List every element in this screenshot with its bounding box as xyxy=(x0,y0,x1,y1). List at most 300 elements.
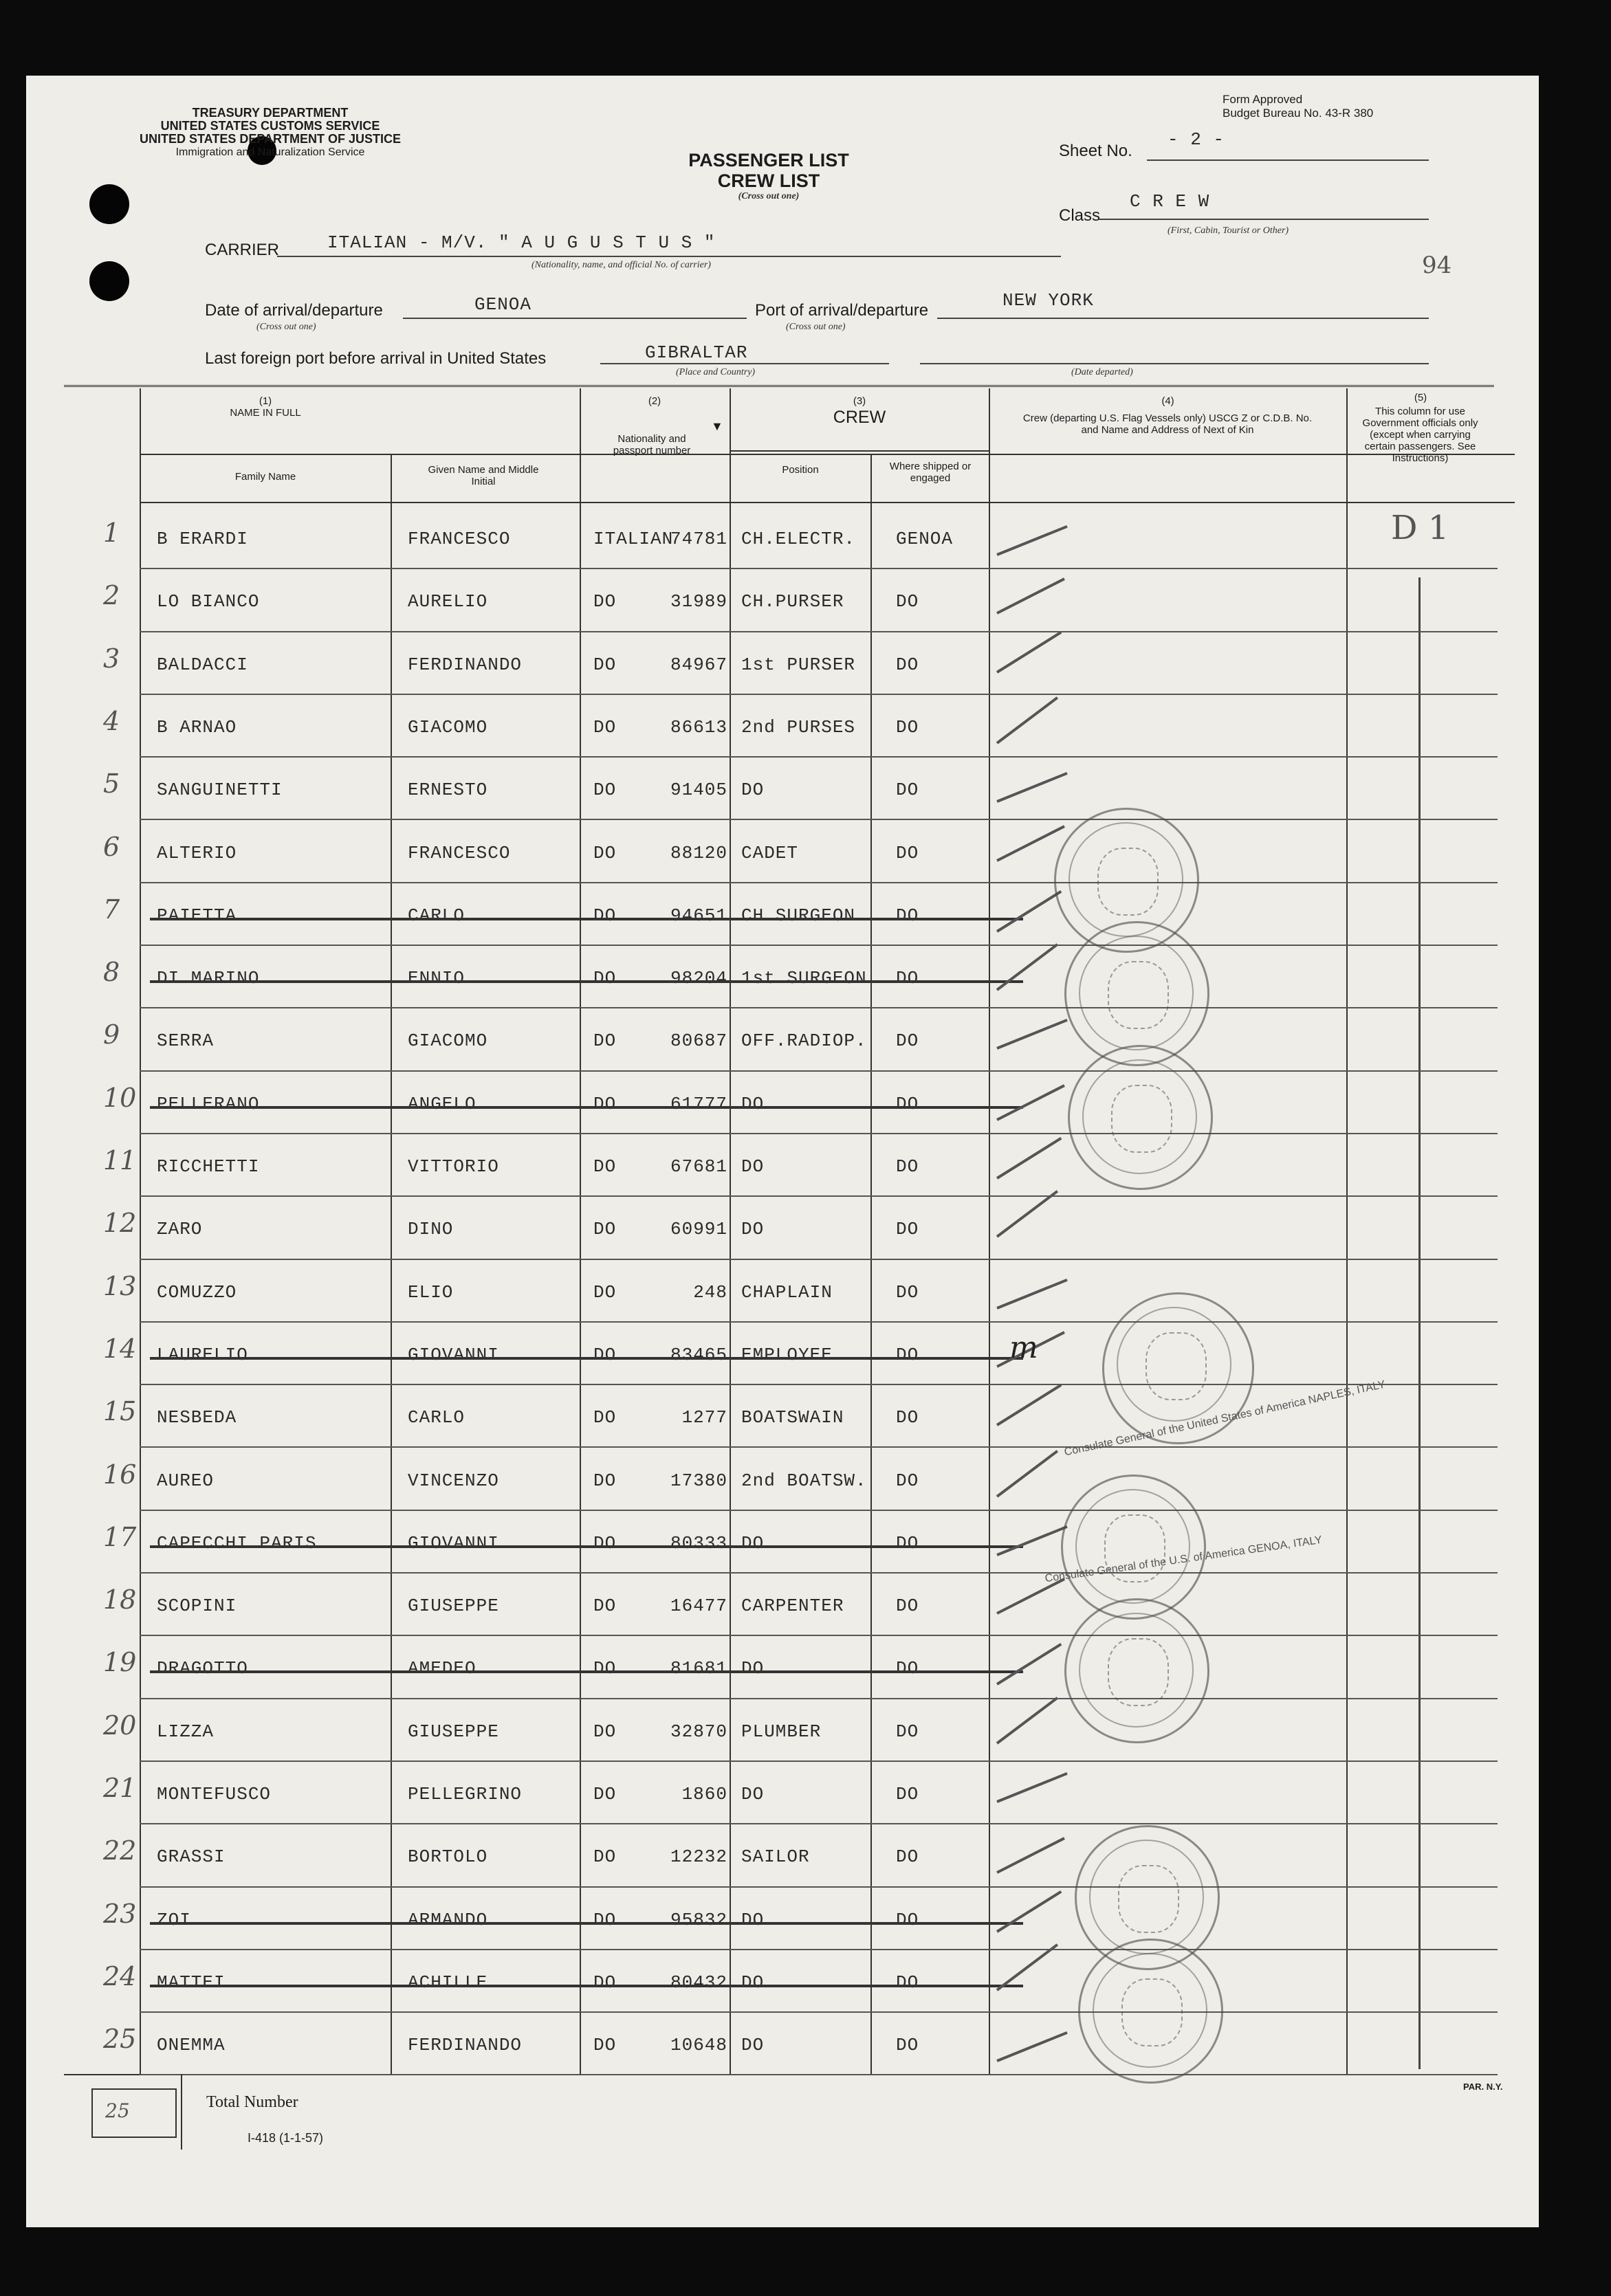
row-number: 4 xyxy=(103,705,120,736)
table-row xyxy=(26,694,1539,756)
cell-family: ZOI xyxy=(157,1909,191,1930)
check-mark-icon xyxy=(996,1943,1058,1991)
cell-passport: 10648 xyxy=(670,2035,727,2056)
cell-shipped: DO xyxy=(896,1093,919,1114)
check-mark-icon xyxy=(996,631,1062,674)
cell-position: OFF.RADIOP. xyxy=(741,1030,867,1052)
row-number: 24 xyxy=(103,1961,137,1991)
total-value: 25 xyxy=(105,2099,130,2122)
cell-family: SERRA xyxy=(157,1030,215,1052)
cell-position: DO xyxy=(741,1972,765,1993)
sheet-label: Sheet No. xyxy=(1059,142,1132,160)
stamp-text: Consulate General of the U.S. of America GENOA, ITALY xyxy=(1044,1534,1323,1585)
cell-passport: 32870 xyxy=(670,1721,727,1742)
cell-shipped: DO xyxy=(896,716,919,738)
carrier-label: CARRIER xyxy=(205,241,280,259)
class-label: Class xyxy=(1059,206,1101,225)
col3-title: CREW xyxy=(833,408,886,427)
cell-given: GIUSEPPE xyxy=(408,1721,499,1742)
cell-given: ELIO xyxy=(408,1281,454,1303)
eagle-seal-icon xyxy=(1108,1638,1169,1706)
cell-passport: 94651 xyxy=(670,905,727,926)
cell-position: BOATSWAIN xyxy=(741,1407,844,1428)
check-mark-icon xyxy=(996,1450,1058,1497)
dept-line: TREASURY DEPARTMENT xyxy=(192,106,349,120)
row-number: 23 xyxy=(103,1898,137,1929)
cell-family: NESBEDA xyxy=(157,1407,237,1428)
cell-nat: DO xyxy=(593,716,617,738)
eagle-seal-icon xyxy=(1111,1085,1172,1153)
list-title-note: (Cross out one) xyxy=(738,191,800,201)
consulate-stamp xyxy=(1064,1598,1209,1743)
check-mark-icon xyxy=(996,1837,1065,1875)
cell-shipped: DO xyxy=(896,1407,919,1428)
col1-number: (1) xyxy=(259,395,272,407)
cell-position: SAILOR xyxy=(741,1846,810,1868)
cell-passport: 60991 xyxy=(670,1219,727,1240)
row-rule xyxy=(140,2074,1498,2075)
cell-shipped: DO xyxy=(896,1532,919,1554)
cell-shipped: DO xyxy=(896,842,919,863)
check-mark-icon xyxy=(996,1525,1067,1556)
cell-family: LIZZA xyxy=(157,1721,215,1742)
col4-number: (4) xyxy=(1161,395,1174,407)
row-number: 8 xyxy=(103,957,120,988)
footer-rule xyxy=(181,2074,182,2150)
cell-given: BORTOLO xyxy=(408,1846,488,1868)
row-number: 18 xyxy=(103,1585,137,1615)
cell-given: VINCENZO xyxy=(408,1470,499,1491)
cell-passport: 16477 xyxy=(670,1596,727,1617)
cell-family: B ERARDI xyxy=(157,529,248,549)
table-row xyxy=(26,1635,1539,1697)
table-row xyxy=(26,1823,1539,1886)
carrier-value: ITALIAN - M/V. " A U G U S T U S " xyxy=(327,232,716,253)
cell-shipped: DO xyxy=(896,1596,919,1617)
cell-passport: 98204 xyxy=(670,968,727,989)
last-port-value: GIBRALTAR xyxy=(645,342,748,363)
table-row xyxy=(26,1195,1539,1258)
row-number: 19 xyxy=(103,1647,137,1678)
check-mark-icon xyxy=(996,525,1067,556)
cell-passport: 1277 xyxy=(681,1407,727,1428)
cell-passport: 61777 xyxy=(670,1093,727,1114)
cell-passport: 86613 xyxy=(670,716,727,738)
cell-nat: DO xyxy=(593,1909,617,1930)
arrow-down-icon: ▼ xyxy=(711,419,723,433)
cell-family: GRASSI xyxy=(157,1846,226,1868)
eagle-seal-icon xyxy=(1146,1332,1207,1400)
cell-passport: 84967 xyxy=(670,654,727,675)
sheet-value: - 2 - xyxy=(1168,129,1225,150)
where-shipped-header: Where shipped or engaged xyxy=(889,461,972,484)
row-number: 17 xyxy=(103,1521,137,1552)
cell-position: 2nd PURSES xyxy=(741,716,856,738)
cell-position: DO xyxy=(741,1156,765,1177)
strike-through-line xyxy=(150,1357,1023,1360)
cell-position: CARPENTER xyxy=(741,1596,844,1617)
class-value: C R E W xyxy=(1130,191,1210,212)
cell-given: ENNIO xyxy=(408,968,465,989)
cell-shipped: DO xyxy=(896,1909,919,1930)
strike-through-line xyxy=(150,1106,1023,1109)
punch-hole xyxy=(89,261,129,301)
cell-family: LO BIANCO xyxy=(157,591,260,612)
last-port-line xyxy=(600,363,889,364)
cell-position: DO xyxy=(741,1658,765,1679)
check-mark-icon xyxy=(996,772,1067,803)
table-row xyxy=(26,1070,1539,1133)
carrier-note: (Nationality, name, and official No. of carrier) xyxy=(531,260,711,270)
port-value: NEW YORK xyxy=(1002,290,1094,311)
check-mark-icon xyxy=(996,825,1065,862)
cell-family: LAURELIO xyxy=(157,1344,248,1365)
cell-shipped: DO xyxy=(896,591,919,612)
cell-nat: DO xyxy=(593,1344,617,1365)
cell-shipped: DO xyxy=(896,1658,919,1679)
cell-passport: 83465 xyxy=(670,1344,727,1365)
cell-shipped: DO xyxy=(896,654,919,675)
eagle-seal-icon xyxy=(1108,961,1169,1029)
cell-given: FERDINANDO xyxy=(408,654,523,675)
cell-family: CAPECCHI PARIS xyxy=(157,1532,317,1554)
cell-nat: DO xyxy=(593,1846,617,1868)
cell-family: ONEMMA xyxy=(157,2035,226,2056)
cell-given: ARMANDO xyxy=(408,1909,488,1930)
list-title xyxy=(666,150,872,202)
cell-passport: 17380 xyxy=(670,1470,727,1491)
dept-line: UNITED STATES CUSTOMS SERVICE xyxy=(160,119,380,133)
row-number: 15 xyxy=(103,1396,137,1427)
strike-through-line xyxy=(150,980,1023,983)
date-departed-line xyxy=(920,363,1429,364)
cell-given: PELLEGRINO xyxy=(408,1784,523,1804)
col5-title: This column for use Government officials only (except when carrying certain passengers. See Instructions) xyxy=(1362,406,1478,464)
cell-nat: DO xyxy=(593,1281,617,1303)
table-row xyxy=(26,1949,1539,2011)
cell-position: 1st SURGEON xyxy=(741,968,867,989)
date-departed-note: (Date departed) xyxy=(1071,367,1133,377)
cell-passport: 31989 xyxy=(670,591,727,612)
crew-list-title: CREW LIST xyxy=(717,170,820,191)
cell-position: EMPLOYEE xyxy=(741,1344,833,1365)
table-row xyxy=(26,1886,1539,1949)
row-number: 11 xyxy=(103,1145,137,1175)
page-number: 94 xyxy=(1422,252,1452,279)
row-number: 3 xyxy=(103,643,120,674)
form-number: I-418 (1-1-57) xyxy=(248,2131,324,2145)
row-number: 13 xyxy=(103,1270,137,1301)
department-block xyxy=(140,107,401,159)
port-label: Port of arrival/departure xyxy=(755,301,929,320)
cell-shipped: DO xyxy=(896,1470,919,1491)
port-note: (Cross out one) xyxy=(786,322,846,332)
table-row xyxy=(26,505,1539,568)
cell-position: CH.ELECTR. xyxy=(741,529,856,549)
cell-position: DO xyxy=(741,1909,765,1930)
dept-line: Immigration and Naturalization Service xyxy=(175,146,365,158)
cell-given: GIUSEPPE xyxy=(408,1596,499,1617)
cell-family: PAIETTA xyxy=(157,905,237,926)
table-row xyxy=(26,2011,1539,2074)
table-row xyxy=(26,1572,1539,1635)
given-name-header: Given Name and Middle Initial xyxy=(428,464,539,487)
cell-family: MATTEI xyxy=(157,1972,226,1993)
position-header: Position xyxy=(782,464,819,476)
date-line xyxy=(403,318,747,319)
table-row xyxy=(26,1007,1539,1070)
consulate-stamp xyxy=(1078,1939,1223,2084)
cell-given: FRANCESCO xyxy=(408,529,511,549)
stamp-text: Consulate General of the United States of America NAPLES, ITALY xyxy=(1063,1378,1387,1459)
printer-mark: PAR. N.Y. xyxy=(1463,2082,1503,2092)
check-mark-icon xyxy=(996,1772,1067,1803)
cell-position: 2nd BOATSW. xyxy=(741,1470,867,1491)
cell-shipped: DO xyxy=(896,1344,919,1365)
cell-nat: DO xyxy=(593,1596,617,1617)
table-row xyxy=(26,1760,1539,1823)
cell-shipped: DO xyxy=(896,2035,919,2056)
cell-family: PELLERANO xyxy=(157,1093,260,1114)
cell-shipped: DO xyxy=(896,1030,919,1052)
cell-given: AMEDEO xyxy=(408,1658,476,1679)
row-number: 25 xyxy=(103,2024,137,2055)
cell-nat: ITALIAN xyxy=(593,529,674,549)
cell-family: MONTEFUSCO xyxy=(157,1784,272,1804)
cell-nat: DO xyxy=(593,1532,617,1554)
cell-nat: DO xyxy=(593,1721,617,1742)
cell-given: CARLO xyxy=(408,1407,465,1428)
cell-nat: DO xyxy=(593,1470,617,1491)
col3-number: (3) xyxy=(853,395,866,407)
check-mark-icon xyxy=(996,1279,1067,1310)
cell-position: CADET xyxy=(741,842,799,863)
cell-nat: DO xyxy=(593,780,617,801)
check-mark-icon xyxy=(996,1384,1062,1426)
class-line xyxy=(1099,219,1429,220)
cell-family: BALDACCI xyxy=(157,654,248,675)
col3-header xyxy=(732,395,987,428)
last-port-note: (Place and Country) xyxy=(676,367,756,377)
table-row xyxy=(26,1447,1539,1510)
cell-given: GIACOMO xyxy=(408,1030,488,1052)
table-row xyxy=(26,1133,1539,1195)
cell-nat: DO xyxy=(593,1972,617,1993)
check-mark-icon xyxy=(996,1697,1058,1744)
table-row xyxy=(26,882,1539,945)
cell-nat: DO xyxy=(593,654,617,675)
cell-passport: 95832 xyxy=(670,1909,727,1930)
cell-shipped: DO xyxy=(896,1784,919,1804)
sheet-line xyxy=(1147,159,1429,161)
row-number: 20 xyxy=(103,1710,137,1741)
cell-nat: DO xyxy=(593,1658,617,1679)
check-mark-icon xyxy=(996,696,1058,744)
table-row xyxy=(26,568,1539,630)
cell-shipped: DO xyxy=(896,780,919,801)
check-mark-icon xyxy=(996,943,1058,991)
strike-through-line xyxy=(150,1922,1023,1925)
cell-given: FRANCESCO xyxy=(408,842,511,863)
subheader-rule xyxy=(140,454,1515,455)
table-row xyxy=(26,819,1539,882)
cell-shipped: DO xyxy=(896,1156,919,1177)
cell-family: SANGUINETTI xyxy=(157,780,283,801)
cell-family: AUREO xyxy=(157,1470,215,1491)
cell-family: COMUZZO xyxy=(157,1281,237,1303)
cell-nat: DO xyxy=(593,1093,617,1114)
cell-given: AURELIO xyxy=(408,591,488,612)
cell-nat: DO xyxy=(593,842,617,863)
cell-family: SCOPINI xyxy=(157,1596,237,1617)
punch-hole xyxy=(89,184,129,224)
total-box xyxy=(91,2088,177,2138)
cell-nat: DO xyxy=(593,2035,617,2056)
check-mark-icon xyxy=(996,890,1062,933)
cell-passport: 91405 xyxy=(670,780,727,801)
cell-position: DO xyxy=(741,1219,765,1240)
row-number: 2 xyxy=(103,580,120,611)
strike-through-line xyxy=(150,1545,1023,1548)
cell-position: CH.SURGEON xyxy=(741,905,856,926)
cell-passport: 1860 xyxy=(681,1784,727,1804)
cell-passport: 12232 xyxy=(670,1846,727,1868)
cell-nat: DO xyxy=(593,1030,617,1052)
cell-shipped: GENOA xyxy=(896,529,954,549)
cell-nat: DO xyxy=(593,905,617,926)
cell-family: DI MARINO xyxy=(157,968,260,989)
cell-family: RICCHETTI xyxy=(157,1156,260,1177)
header-bottom-rule xyxy=(140,502,1515,503)
cell-shipped: DO xyxy=(896,1846,919,1868)
port-line xyxy=(937,318,1429,319)
cell-position: DO xyxy=(741,1784,765,1804)
check-mark-icon xyxy=(996,1019,1067,1050)
row-number: 16 xyxy=(103,1459,137,1490)
strike-through-line xyxy=(150,918,1023,920)
cell-position: 1st PURSER xyxy=(741,654,856,675)
form-approved-label: Form Approved xyxy=(1223,93,1303,106)
cell-shipped: DO xyxy=(896,905,919,926)
cell-shipped: DO xyxy=(896,1972,919,1993)
cell-given: GIACOMO xyxy=(408,716,488,738)
cell-given: GIOVANNI xyxy=(408,1532,499,1554)
check-mark-icon xyxy=(996,1137,1062,1180)
table-row xyxy=(26,1321,1539,1384)
cell-passport: 88120 xyxy=(670,842,727,863)
class-note: (First, Cabin, Tourist or Other) xyxy=(1168,225,1289,236)
cell-passport: 80687 xyxy=(670,1030,727,1052)
cell-position: DO xyxy=(741,780,765,801)
cell-position: CH.PURSER xyxy=(741,591,844,612)
col4-title: Crew (departing U.S. Flag Vessels only) USCG Z or C.D.B. No. and Name and Address of Next of Kin xyxy=(1022,412,1313,436)
strike-through-line xyxy=(150,1670,1023,1673)
eagle-seal-icon xyxy=(1097,848,1159,916)
cell-family: DRAGOTTO xyxy=(157,1658,248,1679)
official-annotation: D 1 xyxy=(1391,509,1449,547)
check-mark-icon xyxy=(996,1643,1062,1686)
row-number: 5 xyxy=(103,769,120,799)
cell-given: VITTORIO xyxy=(408,1156,499,1177)
cell-family: ALTERIO xyxy=(157,842,237,863)
col2-title: Nationality and passport number xyxy=(613,433,691,456)
col1-title: NAME IN FULL xyxy=(230,407,301,419)
form-approved xyxy=(1223,93,1373,120)
cell-given: ANGELO xyxy=(408,1093,476,1114)
passenger-list-title: PASSENGER LIST xyxy=(688,150,849,170)
check-mark-icon xyxy=(996,578,1065,615)
date-value: GENOA xyxy=(474,294,532,315)
row-number: 1 xyxy=(103,518,120,548)
cell-nat: DO xyxy=(593,591,617,612)
crew-list-form xyxy=(26,76,1539,2227)
cell-given: ACHILLE xyxy=(408,1972,488,1993)
carrier-line xyxy=(277,256,1061,257)
cell-shipped: DO xyxy=(896,1721,919,1742)
row-number: 21 xyxy=(103,1773,137,1803)
row-number: 22 xyxy=(103,1835,137,1866)
strike-through-line xyxy=(150,1985,1023,1987)
table-top-rule xyxy=(64,385,1494,387)
table-row xyxy=(26,1259,1539,1321)
table-row xyxy=(26,631,1539,694)
col2-number: (2) xyxy=(648,395,661,407)
cell-shipped: DO xyxy=(896,968,919,989)
cell-passport: 81681 xyxy=(670,1658,727,1679)
row-number: 6 xyxy=(103,831,120,862)
eagle-seal-icon xyxy=(1118,1865,1179,1933)
cell-shipped: DO xyxy=(896,1281,919,1303)
cell-passport: 80432 xyxy=(670,1972,727,1993)
cell-position: DO xyxy=(741,2035,765,2056)
cell-given: DINO xyxy=(408,1219,454,1240)
cell-nat: DO xyxy=(593,1784,617,1804)
col5-number: (5) xyxy=(1414,392,1427,404)
total-label: Total Number xyxy=(206,2093,298,2111)
date-note: (Cross out one) xyxy=(256,322,316,332)
crew-subrule xyxy=(730,450,989,452)
check-mark-icon xyxy=(996,1084,1065,1121)
cell-position: DO xyxy=(741,1532,765,1554)
family-name-header: Family Name xyxy=(234,471,296,483)
cell-given: CARLO xyxy=(408,905,465,926)
cell-family: B ARNAO xyxy=(157,716,237,738)
cell-nat: DO xyxy=(593,1219,617,1240)
date-label: Date of arrival/departure xyxy=(205,301,383,320)
row-number: 7 xyxy=(103,894,120,925)
dept-line: UNITED STATES DEPARTMENT OF JUSTICE xyxy=(140,132,402,146)
cell-position: DO xyxy=(741,1093,765,1114)
cell-shipped: DO xyxy=(896,1219,919,1240)
cell-nat: DO xyxy=(593,1407,617,1428)
check-mark-icon xyxy=(996,1191,1058,1238)
cell-passport: 248 xyxy=(693,1281,727,1303)
col1-header xyxy=(142,395,389,419)
table-row xyxy=(26,1698,1539,1760)
table-row xyxy=(26,756,1539,819)
eagle-seal-icon xyxy=(1121,1978,1183,2046)
cell-passport: 67681 xyxy=(670,1156,727,1177)
budget-bureau-number: Budget Bureau No. 43-R 380 xyxy=(1223,107,1374,120)
cell-passport: 80333 xyxy=(670,1532,727,1554)
handwritten-initials: m xyxy=(1009,1330,1038,1365)
consulate-stamp xyxy=(1068,1045,1213,1190)
check-mark-icon xyxy=(996,1890,1062,1933)
row-number: 14 xyxy=(103,1333,137,1364)
cell-given: ERNESTO xyxy=(408,780,488,801)
row-number: 12 xyxy=(103,1208,137,1239)
cell-nat: DO xyxy=(593,968,617,989)
